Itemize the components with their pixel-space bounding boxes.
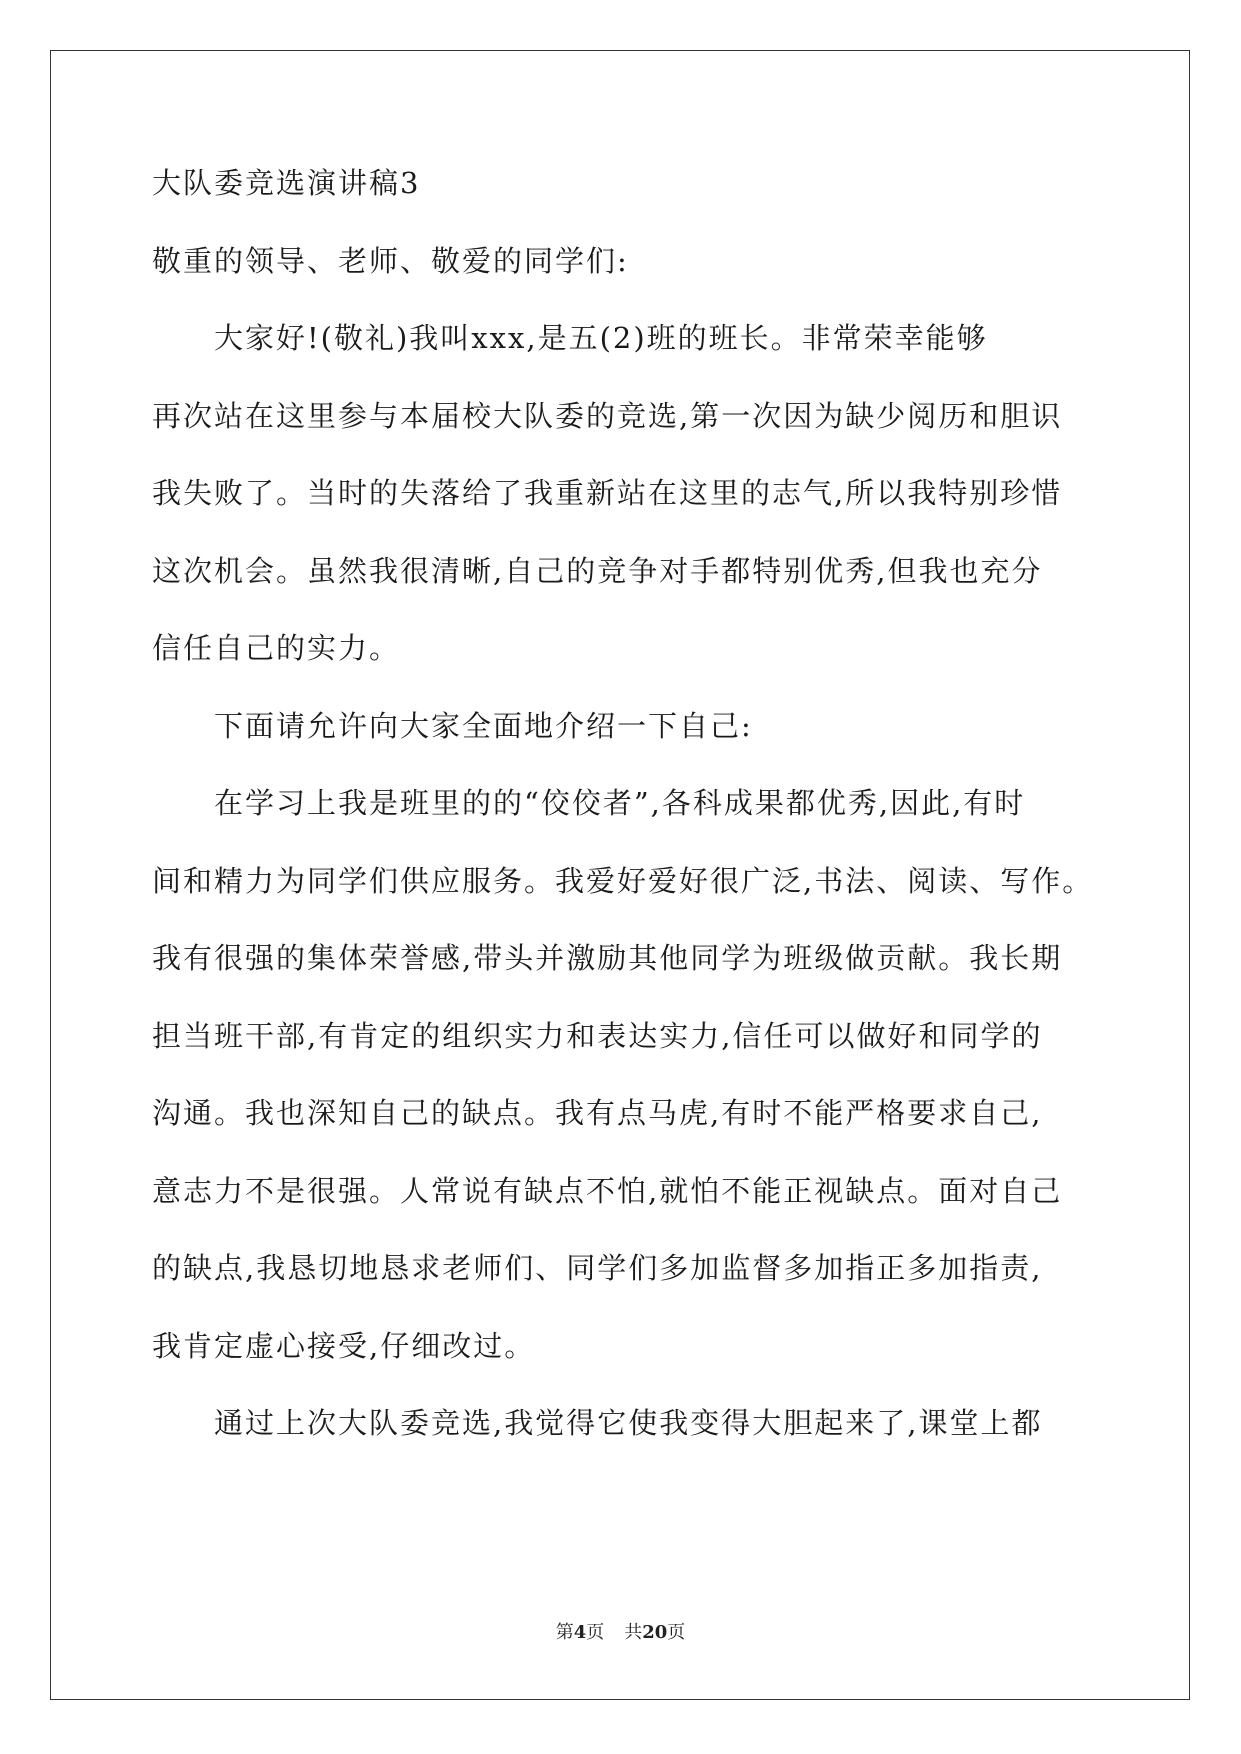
body-line: 我有很强的集体荣誉感,带头并激励其他同学为班级做贡献。我长期	[152, 941, 1063, 975]
document-body	[152, 165, 1092, 1483]
body-line: 间和精力为同学们供应服务。我爱好爱好很广泛,书法、阅读、写作。	[152, 863, 1094, 898]
body-line: 意志力不是很强。人常说有缺点不怕,就怕不能正视缺点。面对自己	[152, 1173, 1063, 1208]
page-number: 4	[573, 1622, 587, 1643]
body-line: 大家好!(敬礼)我叫xxx,是五(2)班的班长。非常荣幸能够	[214, 321, 988, 355]
body-text	[152, 320, 1092, 1483]
body-line: 通过上次大队委竞选,我觉得它使我变得大胆起来了,课堂上都	[214, 1406, 1043, 1440]
total-pages: 20	[642, 1622, 668, 1643]
body-line: 再次站在这里参与本届校大队委的竞选,第一次因为缺少阅历和胆识	[152, 398, 1063, 433]
document-title: 大队委竞选演讲稿3	[152, 166, 421, 200]
body-line: 在学习上我是班里的的“佼佼者”,各科成果都优秀,因此,有时	[214, 786, 1026, 820]
page-suffix: 页	[586, 1622, 605, 1643]
body-line: 沟通。我也深知自己的缺点。我有点马虎,有时不能严格要求自己,	[152, 1096, 1043, 1130]
body-line: 信任自己的实力。	[152, 631, 401, 665]
body-line: 担当班干部,有肯定的组织实力和表达实力,信任可以做好和同学的	[152, 1018, 1043, 1053]
body-line: 下面请允许向大家全面地介绍一下自己:	[214, 708, 753, 743]
total-suffix: 页	[667, 1622, 686, 1643]
body-line: 我失败了。当时的失落给了我重新站在这里的志气,所以我特别珍惜	[152, 476, 1063, 510]
salutation: 敬重的领导、老师、敬爱的同学们:	[152, 243, 629, 278]
body-line: 这次机会。虽然我很清晰,自己的竞争对手都特别优秀,但我也充分	[152, 553, 1043, 588]
page-footer	[0, 1618, 1241, 1644]
body-line: 的缺点,我恳切地恳求老师们、同学们多加监督多加指正多加指责,	[152, 1251, 1043, 1285]
body-line: 我肯定虚心接受,仔细改过。	[152, 1328, 536, 1363]
total-prefix: 共	[624, 1622, 643, 1643]
footer-prefix: 第	[555, 1622, 574, 1643]
